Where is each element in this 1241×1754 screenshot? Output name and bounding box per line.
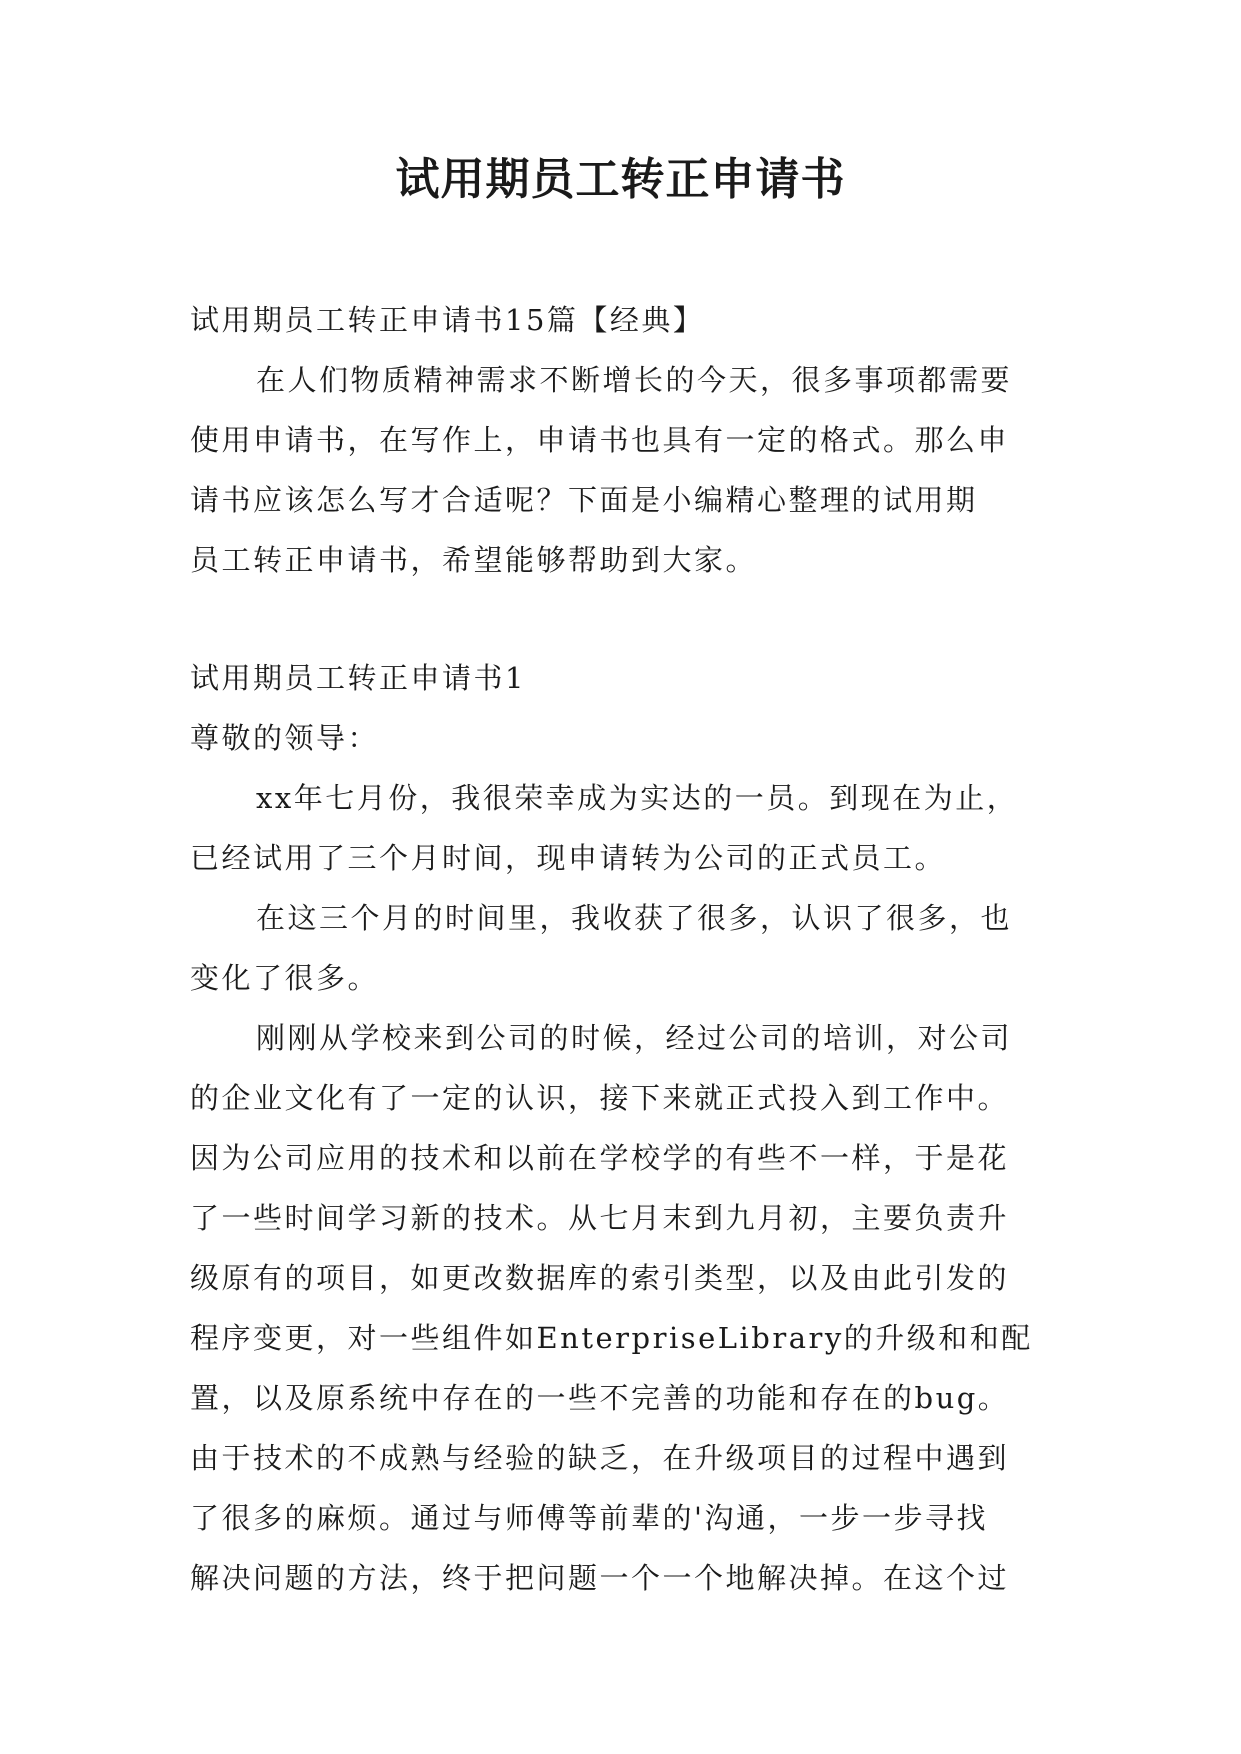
paragraph-line: 由于技术的不成熟与经验的缺乏，在升级项目的过程中遇到 <box>190 1441 1010 1475</box>
intro-line: 员工转正申请书，希望能够帮助到大家。 <box>190 543 758 577</box>
intro-heading: 试用期员工转正申请书15篇【经典】 <box>190 303 705 337</box>
paragraph-line: 级原有的项目，如更改数据库的索引类型，以及由此引发的 <box>190 1261 1010 1295</box>
intro-line: 使用申请书，在写作上，申请书也具有一定的格式。那么申 <box>190 423 1010 457</box>
salutation: 尊敬的领导： <box>190 721 380 755</box>
paragraph-line: 置，以及原系统中存在的一些不完善的功能和存在的bug。 <box>190 1381 1010 1415</box>
paragraph-line: 因为公司应用的技术和以前在学校学的有些不一样，于是花 <box>190 1141 1010 1175</box>
paragraph-line: 已经试用了三个月时间，现申请转为公司的正式员工。 <box>190 841 947 875</box>
paragraph-line: 解决问题的方法，终于把问题一个一个地解决掉。在这个过 <box>190 1561 1010 1595</box>
section-gap <box>190 590 1070 648</box>
paragraph-line: 的企业文化有了一定的认识，接下来就正式投入到工作中。 <box>190 1081 1010 1115</box>
document-body <box>190 290 1070 1608</box>
paragraph-line: 变化了很多。 <box>190 961 380 995</box>
paragraph-line: 程序变更，对一些组件如EnterpriseLibrary的升级和和配 <box>190 1321 1033 1355</box>
paragraph-line: 在这三个月的时间里，我收获了很多，认识了很多，也 <box>256 901 1013 935</box>
paragraph-line: 刚刚从学校来到公司的时候，经过公司的培训，对公司 <box>256 1021 1013 1055</box>
intro-line: 请书应该怎么写才合适呢？下面是小编精心整理的试用期 <box>190 483 978 517</box>
paragraph-line: xx年七月份，我很荣幸成为实达的一员。到现在为止， <box>256 781 1019 815</box>
paragraph-line: 了很多的麻烦。通过与师傅等前辈的'沟通，一步一步寻找 <box>190 1501 988 1535</box>
section-heading: 试用期员工转正申请书1 <box>190 661 526 695</box>
document-title: 试用期员工转正申请书 <box>395 154 846 205</box>
paragraph-line: 了一些时间学习新的技术。从七月末到九月初，主要负责升 <box>190 1201 1010 1235</box>
intro-line: 在人们物质精神需求不断增长的今天，很多事项都需要 <box>256 363 1013 397</box>
